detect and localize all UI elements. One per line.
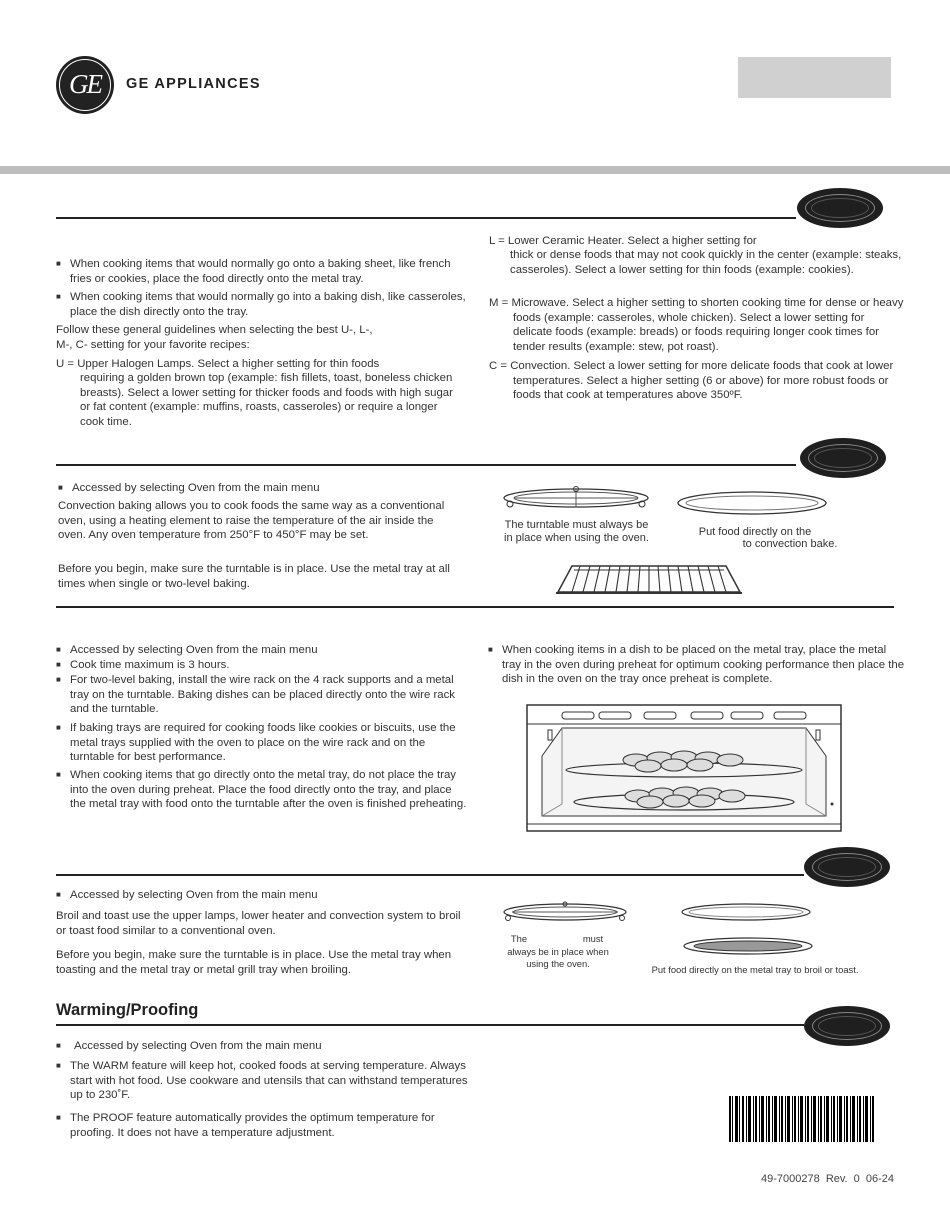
ge-logo-monogram: GE <box>69 69 101 99</box>
section-rule-convection <box>56 464 796 466</box>
l-setting-label: L = Lower Ceramic Heater. Select a higher setting for <box>489 235 757 247</box>
wire-rack-illustration <box>552 562 746 596</box>
list-item: ■ Accessed by selecting Oven from the main menu <box>56 1039 474 1054</box>
broil-paragraph: Broil and toast use the upper lamps, lower heater and convection system to broil or toast food similar to a conventional oven. <box>56 910 461 937</box>
list-item: ■ For two-level baking, install the wire rack on the 4 rack supports and a metal tray on the turntable. Baking dishes can be placed directly onto the wire rack and the turntable. <box>56 673 470 717</box>
list-item: ■ Cook time maximum is 3 hours. <box>56 658 470 673</box>
convection-setup-paragraph: Before you begin, make sure the turntable is in place. Use the metal tray at all times when single or two-level baking. <box>58 563 450 590</box>
u-setting-text: requiring a golden brown top (example: fish fillets, toast, boneless chicken breasts). Select a lower setting for thicker foods and foods with high sugar or fat content (example: muffins, roasts, casseroles) or require a longer cook time. <box>80 372 453 428</box>
access-note: ■ Accessed by selecting Oven from the main menu <box>58 481 472 496</box>
c-setting-text: C = Convection. Select a lower setting for more delicate foods that cook at lower temperatures. Select a higher setting (6 or above) for more robust foods or foods that cook at temperatures above 350ºF. <box>489 360 894 402</box>
doc-number: 49-7000278 <box>761 1173 820 1185</box>
turntable-disc-icon <box>804 847 890 887</box>
turntable-disc-icon <box>804 1006 890 1046</box>
convection-paragraph: Convection baking allows you to cook foods the same way as a conventional oven, using a heating element to raise the temperature of the air inside the oven. Any oven temperature from 250°F to 450°F may be set. <box>58 500 445 542</box>
section-rule-twolevel <box>56 606 894 608</box>
section-rule-tips <box>56 217 796 219</box>
turntable-disc-icon <box>800 438 886 478</box>
tray-caption-line1: Put food directly on the <box>698 526 812 538</box>
list-item: ■ The PROOF feature automatically provides the optimum temperature for proofing. It does not have a temperature adjustment. <box>56 1111 470 1140</box>
access-note: ■ Accessed by selecting Oven from the main menu <box>56 888 470 903</box>
grill-tray-illustration <box>682 936 814 958</box>
list-item: ■ If baking trays are required for cooking foods like cookies or biscuits, use the metal trays supplied with the oven to place on the wire rack and on the turntable for best performance. <box>56 721 470 765</box>
oven-interior-illustration <box>526 704 842 832</box>
metal-tray-illustration <box>680 902 812 924</box>
l-setting-text: thick or dense foods that may not cook quickly in the center (example: steaks, casseroles). Select a lower setting for thin foods (example: cookies). <box>510 249 902 276</box>
list-item: ■ Accessed by selecting Oven from the main menu <box>56 643 470 658</box>
ge-logo <box>56 56 114 114</box>
brand-name: GE APPLIANCES <box>126 76 261 92</box>
doc-date: 06-24 <box>865 1173 894 1185</box>
section-rule-broil <box>56 874 804 876</box>
turntable-illustration <box>500 484 652 514</box>
header-gray-box <box>738 57 891 98</box>
list-item: ■ When cooking items that would normally go onto a baking sheet, like french fries or cookies, place the food directly onto the metal tray. <box>56 257 470 286</box>
barcode <box>727 1096 877 1142</box>
preheat-tip: ■ When cooking items in a dish to be placed on the metal tray, place the metal tray in the oven during preheat for optimum cooking performance then place the dish in the oven on the tray once preheat is complete. <box>488 643 907 687</box>
tray-caption-line2: to convection bake. <box>742 538 838 550</box>
turntable-illustration <box>500 900 630 926</box>
turntable-caption-part1: The <box>510 933 528 944</box>
list-item: ■ The WARM feature will keep hot, cooked foods at serving temperature. Always start with hot food. Use cookware and utensils that can withstand temperatures up to 230˚F. <box>56 1059 470 1103</box>
section-heading-warming: Warming/Proofing <box>56 1001 199 1019</box>
header-divider-bar <box>0 166 950 174</box>
section-rule-warming <box>56 1024 804 1026</box>
guidelines-intro: Follow these general guidelines when selecting the best U-, L-, M-, C- setting for your favorite recipes: <box>56 324 373 351</box>
list-item: ■ When cooking items that would normally go into a baking dish, like casseroles, place the dish directly onto the tray. <box>56 290 470 319</box>
tray-caption: Put food directly on the metal tray to broil or toast. <box>651 964 859 975</box>
turntable-caption-line2: always be in place when <box>507 946 609 957</box>
u-setting-label: U = Upper Halogen Lamps. Select a higher setting for thin foods <box>56 358 380 370</box>
m-setting-text: M = Microwave. Select a higher setting to shorten cooking time for dense or heavy foods (example: casseroles, whole chicken). Select a lower setting for delicate foods (example: breads) or foods requiring longer cook times for tender results (example: stew, pot roast). <box>489 297 904 353</box>
turntable-caption-line3: using the oven. <box>526 958 590 969</box>
metal-tray-illustration <box>676 490 828 518</box>
doc-revision: Rev. 0 <box>825 1173 860 1185</box>
turntable-disc-icon <box>797 188 883 228</box>
document-footer <box>761 1172 894 1187</box>
turntable-caption: The turntable must always be in place when using the oven. <box>504 519 649 544</box>
broil-setup-paragraph: Before you begin, make sure the turntable is in place. Use the metal tray when toasting and the metal tray or metal grill tray when broiling. <box>56 949 452 976</box>
turntable-caption-part2: must <box>582 933 604 944</box>
list-item: ■ When cooking items that go directly onto the metal tray, do not place the tray into the oven during preheat. Place the food directly onto the tray, and place the metal tray with food onto the turntable after the oven is finished preheating. <box>56 768 470 812</box>
